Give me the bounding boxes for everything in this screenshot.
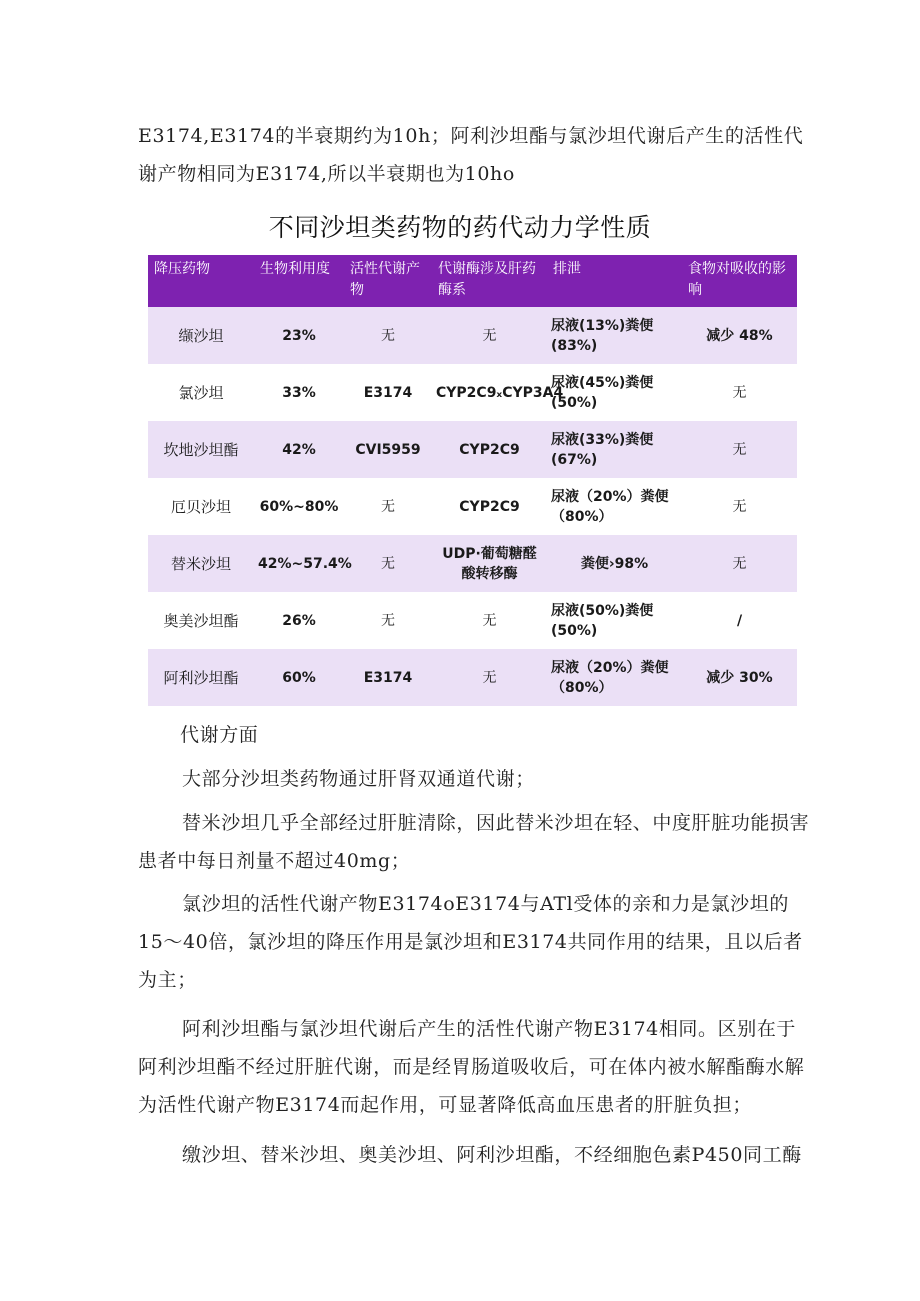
bioavailability: 60% — [254, 649, 344, 706]
header-drug: 降压药物 — [148, 255, 254, 307]
table-row — [148, 364, 797, 421]
bioavailability: 26% — [282, 612, 316, 629]
active-metabolite: 无 — [344, 307, 432, 364]
pharmacokinetics-table — [148, 255, 797, 706]
table-row — [148, 421, 797, 478]
header-enzyme: 代谢酶涉及肝药酶系 — [432, 255, 547, 307]
enzyme: CYP2C9ₓCYP3A4 — [436, 384, 564, 401]
header-bioavailability: 生物利用度 — [254, 255, 344, 307]
enzyme: 无 — [482, 612, 497, 629]
active-metabolite: 无 — [344, 535, 432, 592]
active-metabolite: E3174 — [344, 649, 432, 706]
drug-name: 替米沙坦 — [148, 535, 254, 592]
excretion: 尿液（20%）粪便（80%） — [547, 649, 682, 706]
enzyme: UDP·葡萄糖醛酸转移酶 — [432, 535, 547, 592]
body-paragraph: 氯沙坦的活性代谢产物E3174oE3174与ATl受体的亲和力是氯沙坦的15～40倍，氯沙坦的降压作用是氯沙坦和E3174共同作用的结果，且以后者为主； — [138, 893, 803, 991]
header-excretion: 排泄 — [547, 255, 682, 307]
body-paragraph: 大部分沙坦类药物通过肝肾双通道代谢； — [182, 768, 535, 790]
excretion: 尿液(33%)粪便(67%) — [547, 421, 682, 478]
header-food-effect: 食物对吸收的影响 — [682, 255, 797, 307]
food-effect: 无 — [682, 535, 797, 592]
table-row — [148, 649, 797, 706]
table-row — [148, 478, 797, 535]
excretion: 尿液（20%）粪便（80%） — [551, 488, 669, 525]
bioavailability: 33% — [282, 384, 316, 401]
drug-name: 坎地沙坦酯 — [148, 421, 254, 478]
active-metabolite: 无 — [381, 498, 395, 515]
food-effect: / — [736, 612, 743, 629]
section-heading: 代谢方面 — [180, 724, 259, 746]
drug-name: 氯沙坦 — [178, 383, 224, 402]
enzyme: CYP2C9 — [432, 421, 547, 478]
header-active-metabolite: 活性代谢产物 — [344, 255, 432, 307]
body-paragraph: 阿利沙坦酯与氯沙坦代谢后产生的活性代谢产物E3174相同。区别在于阿利沙坦酯不经过肝脏代谢，而是经胃肠道吸收后，可在体内被水解酯酶水解为活性代谢产物E3174而起作用，可显著降低高血压患者的肝脏负担； — [138, 1018, 805, 1116]
excretion: 尿液(13%)粪便(83%) — [547, 307, 682, 364]
excretion: 尿液(45%)粪便(50%) — [551, 374, 654, 411]
food-effect: 无 — [682, 421, 797, 478]
excretion: 尿液(50%)粪便(50%) — [551, 602, 654, 639]
active-metabolite: 无 — [381, 612, 395, 629]
active-metabolite: E3174 — [363, 384, 413, 401]
food-effect: 减少 48% — [682, 307, 797, 364]
active-metabolite: CVI5959 — [344, 421, 432, 478]
bioavailability: 60%~80% — [259, 498, 339, 515]
excretion: 粪便›98% — [547, 535, 682, 592]
drug-name: 缬沙坦 — [148, 307, 254, 364]
food-effect: 减少 30% — [682, 649, 797, 706]
body-paragraph: 缴沙坦、替米沙坦、奥美沙坦、阿利沙坦酯，不经细胞色素P450同工酶 — [182, 1144, 802, 1166]
intro-paragraph: E3174,E3174的半衰期约为10h；阿利沙坦酯与氯沙坦代谢后产生的活性代谢产物相同为E3174,所以半衰期也为10ho — [138, 125, 804, 185]
drug-name: 奥美沙坦酯 — [163, 611, 239, 630]
table-header-row — [148, 255, 797, 307]
table-title: 不同沙坦类药物的药代动力学性质 — [268, 213, 652, 242]
enzyme: 无 — [432, 649, 547, 706]
bioavailability: 42%~57.4% — [254, 535, 344, 592]
food-effect: 无 — [732, 498, 747, 515]
table-row — [148, 307, 797, 364]
enzyme: CYP2C9 — [459, 498, 520, 515]
drug-name: 阿利沙坦酯 — [148, 649, 254, 706]
food-effect: 无 — [732, 384, 747, 401]
table-row — [148, 535, 797, 592]
table-row — [148, 592, 797, 649]
body-paragraph: 替米沙坦几乎全部经过肝脏清除，因此替米沙坦在轻、中度肝脏功能损害患者中每日剂量不超过40mg； — [138, 812, 810, 872]
drug-name: 厄贝沙坦 — [170, 497, 231, 516]
bioavailability: 23% — [254, 307, 344, 364]
enzyme: 无 — [432, 307, 547, 364]
bioavailability: 42% — [254, 421, 344, 478]
